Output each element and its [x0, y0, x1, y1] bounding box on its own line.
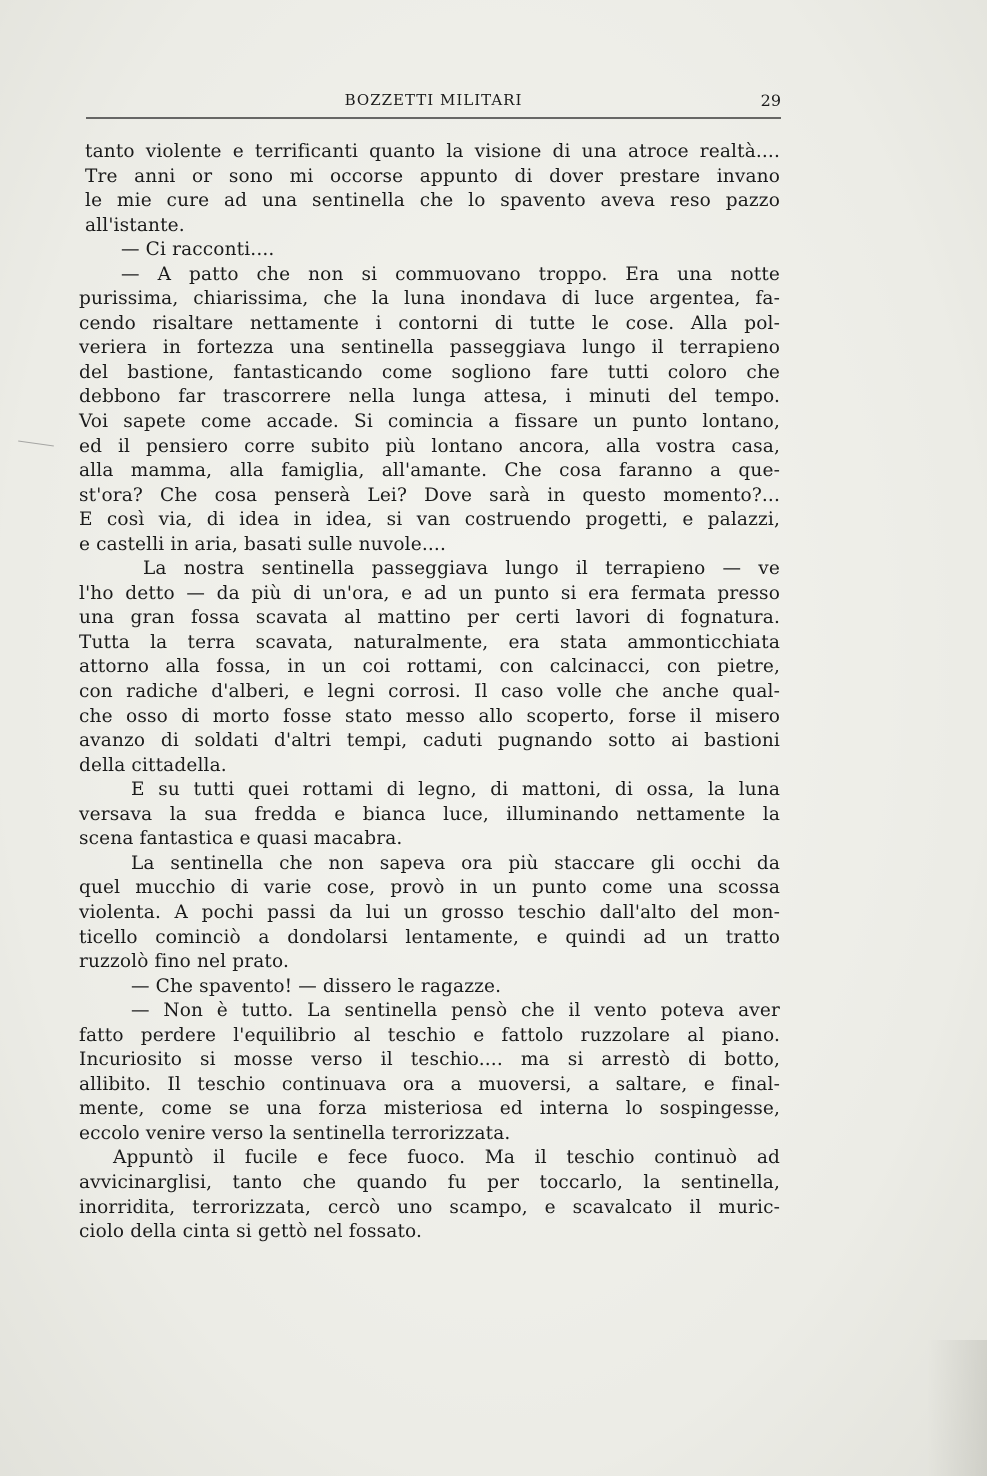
- text-line: veriera in fortezza una sentinella passeggiava lungo il terrapieno: [79, 337, 780, 359]
- text-line: — A patto che non si commuovano troppo. Era una notte: [121, 263, 780, 285]
- text-line: alla mamma, alla famiglia, all'amante. Che cosa faranno a que-: [79, 460, 780, 482]
- text-line: attorno alla fossa, in un coi rottami, con calcinacci, con pietre,: [79, 656, 780, 678]
- text-line: purissima, chiarissima, che la luna inondava di luce argentea, fa-: [79, 288, 780, 310]
- text-line: mente, come se una forza misteriosa ed interna lo sospingesse,: [79, 1098, 780, 1120]
- text-line: debbono far trascorrere nella lunga attesa, i minuti del tempo.: [79, 386, 780, 408]
- text-line: ruzzolò fino nel prato.: [79, 951, 289, 973]
- text-line: ticello cominciò a dondolarsi lentamente, e quindi ad un tratto: [79, 926, 780, 948]
- text-line: Voi sapete come accade. Si comincia a fissare un punto lontano,: [79, 411, 780, 433]
- text-line: — Che spavento! — dissero le ragazze.: [131, 975, 502, 997]
- text-line: allibito. Il teschio continuava ora a muoversi, a saltare, e final-: [79, 1073, 780, 1095]
- text-line: La nostra sentinella passeggiava lungo il terrapieno — ve: [143, 558, 780, 580]
- text-line: — Non è tutto. La sentinella pensò che il vento poteva aver: [131, 1000, 780, 1022]
- text-line: che osso di morto fosse stato messo allo scoperto, forse il misero: [79, 705, 780, 727]
- text-line: inorridita, terrorizzata, cercò uno scampo, e scavalcato il muric-: [79, 1196, 780, 1218]
- text-line: avvicinarglisi, tanto che quando fu per toccarlo, la sentinella,: [79, 1171, 780, 1193]
- text-line: Appuntò il fucile e fece fuoco. Ma il teschio continuò ad: [113, 1147, 780, 1169]
- text-line: fatto perdere l'equilibrio al teschio e fattolo ruzzolare al piano.: [79, 1024, 780, 1046]
- page-edge-shadow: [927, 1340, 987, 1476]
- header-rule: [86, 117, 781, 119]
- body-text: [79, 140, 781, 1245]
- text-line: quel mucchio di varie cose, provò in un punto come una scossa: [79, 877, 780, 899]
- text-line: E così via, di idea in idea, si van costruendo progetti, e palazzi,: [79, 509, 780, 531]
- text-line: — Ci racconti....: [121, 239, 275, 261]
- text-line: della cittadella.: [79, 754, 227, 776]
- text-line: con radiche d'alberi, e legni corrosi. Il caso volle che anche qual-: [79, 681, 780, 703]
- page-header: [86, 91, 781, 113]
- text-line: una gran fossa scavata al mattino per certi lavori di fognatura.: [79, 607, 780, 629]
- running-title: BOZZETTI MILITARI: [344, 91, 523, 109]
- text-line: e castelli in aria, basati sulle nuvole....: [79, 533, 446, 555]
- text-line: avanzo di soldati d'altri tempi, caduti pugnando sotto ai bastioni: [79, 730, 780, 752]
- text-line: le mie cure ad una sentinella che lo spavento aveva reso pazzo: [85, 190, 780, 212]
- text-line: ciolo della cinta si gettò nel fossato.: [79, 1221, 423, 1243]
- text-line: Tutta la terra scavata, naturalmente, era stata ammonticchiata: [79, 631, 780, 653]
- text-line: cendo risaltare nettamente i contorni di tutte le cose. Alla pol-: [79, 312, 780, 334]
- text-line: ed il pensiero corre subito più lontano ancora, alla vostra casa,: [79, 435, 780, 457]
- page-number: 29: [760, 91, 781, 110]
- text-line: scena fantastica e quasi macabra.: [79, 828, 403, 850]
- text-line: eccolo venire verso la sentinella terrorizzata.: [79, 1122, 511, 1144]
- text-line: violenta. A pochi passi da lui un grosso teschio dall'alto del mon-: [79, 901, 780, 923]
- text-line: tanto violente e terrificanti quanto la visione di una atroce realtà....: [85, 141, 780, 162]
- text-line: Tre anni or sono mi occorse appunto di dover prestare invano: [85, 165, 780, 187]
- text-line: del bastione, fantasticando come sogliono fare tutti coloro che: [79, 361, 780, 383]
- text-line: st'ora? Che cosa penserà Lei? Dove sarà in questo momento?...: [79, 484, 780, 506]
- text-line: versava la sua fredda e bianca luce, illuminando nettamente la: [79, 803, 780, 825]
- text-line: La sentinella che non sapeva ora più staccare gli occhi da: [131, 852, 780, 874]
- margin-mark: [18, 440, 54, 446]
- text-line: all'istante.: [85, 214, 185, 236]
- text-line: l'ho detto — da più di un'ora, e ad un punto si era fermata presso: [79, 582, 780, 604]
- text-line: E su tutti quei rottami di legno, di mattoni, di ossa, la luna: [131, 779, 780, 801]
- text-line: Incuriosito si mosse verso il teschio.... ma si arrestò di botto,: [79, 1049, 780, 1071]
